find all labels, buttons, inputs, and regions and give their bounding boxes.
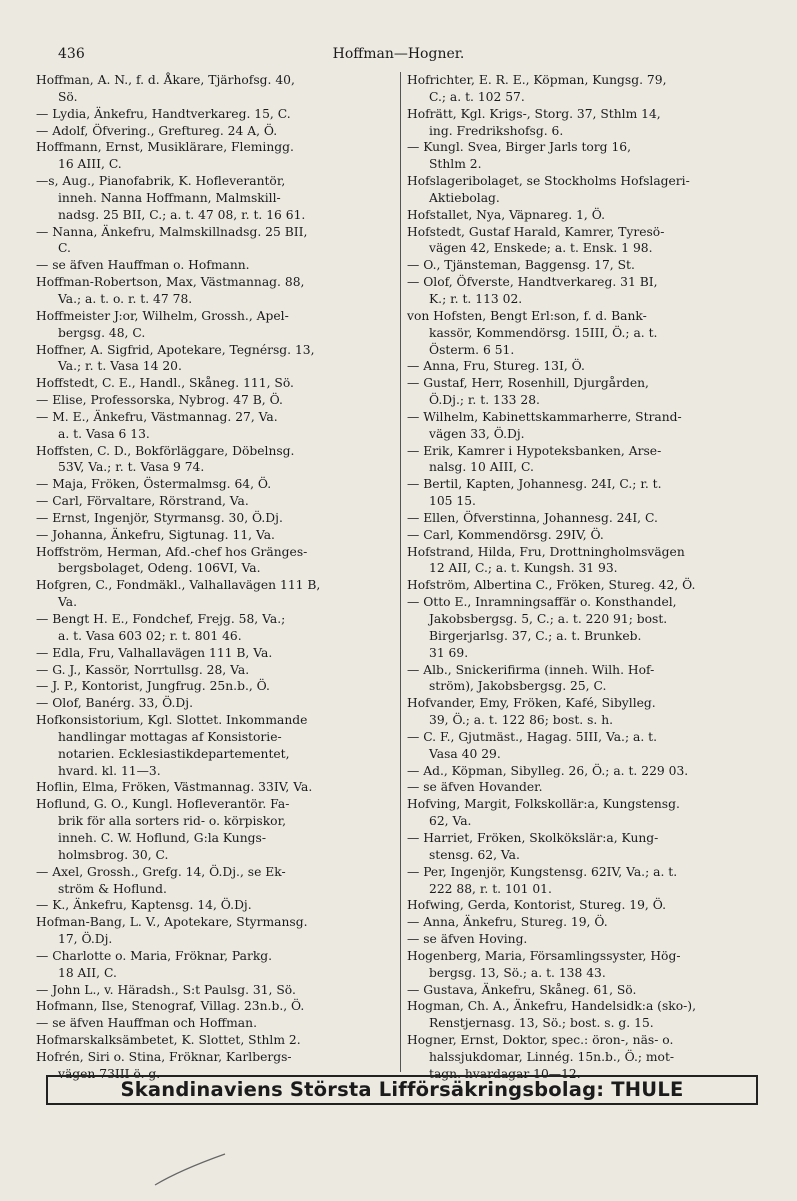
entry-line: Hofgren, C., Fondmäkl., Valhallavägen 111 B, — [36, 578, 321, 593]
entry-continuation-line: vägen 33, Ö.Dj. — [429, 426, 525, 441]
entry-line: — Bengt H. E., Fondchef, Frejg. 58, Va.; — [36, 612, 286, 626]
entry-line: — M. E., Änkefru, Västmannag. 27, Va. — [36, 409, 278, 424]
entry-line: — Ernst, Ingenjör, Styrmansg. 30, Ö.Dj. — [36, 510, 283, 525]
entry-continuation-line: kassör, Kommendörsg. 15III, Ö.; a. t. — [429, 325, 658, 340]
entry-line: — Adolf, Öfvering., Greftureg. 24 A, Ö. — [36, 123, 278, 138]
entry-line: Hoffman, A. N., f. d. Åkare, Tjärhofsg. 40, — [36, 73, 295, 87]
entry-line: — Charlotte o. Maria, Fröknar, Parkg. — [36, 948, 273, 963]
entry-continuation-line: inneh. Nanna Hoffmann, Malmskill- — [58, 190, 281, 205]
entry-line: von Hofsten, Bengt Erl:son, f. d. Bank- — [407, 308, 647, 323]
entry-continuation-line: inneh. C. W. Hoflund, G:la Kungs- — [58, 830, 266, 845]
entry-line: — K., Änkefru, Kaptensg. 14, Ö.Dj. — [36, 898, 252, 913]
entry-line: — G. J., Kassör, Norrtullsg. 28, Va. — [36, 662, 250, 677]
entry-line: Hoffström, Herman, Afd.-chef hos Gränges- — [36, 544, 308, 559]
entry-line: — Ellen, Öfverstinna, Johannesg. 24I, C. — [407, 510, 658, 525]
entry-continuation-line: bergsg. 13, Sö.; a. t. 138 43. — [429, 965, 606, 980]
entry-line: Hofving, Margit, Folkskollär:a, Kungstensg. — [407, 797, 680, 812]
pen-stroke-mark — [150, 1150, 230, 1190]
entry-line: Hofwing, Gerda, Kontorist, Stureg. 19, Ö. — [407, 898, 667, 913]
entry-line: Hofmarskalksämbetet, K. Slottet, Sthlm 2. — [36, 1033, 301, 1048]
entry-line: — Wilhelm, Kabinettskammarherre, Strand- — [407, 409, 682, 424]
entry-line: Hofrén, Siri o. Stina, Fröknar, Karlbergs- — [36, 1049, 292, 1064]
entry-continuation-line: brik för alla sorters rid- o. körpiskor, — [58, 814, 287, 829]
entry-continuation-line: ing. Fredrikshofsg. 6. — [429, 123, 564, 138]
entry-line: Hofrätt, Kgl. Krigs-, Storg. 37, Sthlm 14, — [407, 106, 661, 121]
entry-line: — Elise, Professorska, Nybrog. 47 B, Ö. — [36, 393, 283, 408]
entry-line: — se äfven Hauffman o. Hofmann. — [36, 258, 250, 273]
entry-continuation-line: Birgerjarlsg. 37, C.; a. t. Brunkeb. — [429, 628, 642, 643]
entry-continuation-line: a. t. Vasa 6 13. — [58, 426, 150, 441]
entry-continuation-line: Va. — [58, 595, 77, 610]
entry-line: Hogner, Ernst, Doktor, spec.: öron-, näs- o. — [407, 1033, 674, 1048]
entry-line: Hoffmann, Ernst, Musiklärare, Flemingg. — [36, 140, 294, 155]
entry-line: Hofstallet, Nya, Väpnareg. 1, Ö. — [407, 207, 605, 222]
entry-continuation-line: bergsbolaget, Odeng. 106VI, Va. — [58, 561, 261, 576]
entry-line: —s, Aug., Pianofabrik, K. Hofleverantör, — [36, 174, 286, 189]
entry-line: Hoffstedt, C. E., Handl., Skåneg. 111, Sö. — [36, 376, 294, 391]
entry-line: Hoffsten, C. D., Bokförläggare, Döbelnsg. — [36, 443, 295, 458]
entry-continuation-line: nadsg. 25 BII, C.; a. t. 47 08, r. t. 16 61. — [58, 207, 306, 222]
entry-line: Hofslageribolaget, se Stockholms Hofslageri- — [407, 174, 690, 189]
entry-continuation-line: 16 AIII, C. — [58, 157, 122, 172]
entry-continuation-line: ström), Jakobsbergsg. 25, C. — [429, 679, 607, 694]
entry-line: — Anna, Änkefru, Stureg. 19, Ö. — [407, 915, 608, 930]
entry-continuation-line: 18 AII, C. — [58, 965, 117, 980]
entry-continuation-line: 105 15. — [429, 494, 476, 509]
entry-continuation-line: halssjukdomar, Linnég. 15n.b., Ö.; mot- — [429, 1049, 675, 1064]
entry-line: — O., Tjänsteman, Baggensg. 17, St. — [407, 258, 635, 273]
entry-line: Hogenberg, Maria, Församlingssyster, Hög- — [407, 948, 681, 963]
entry-line: — Anna, Fru, Stureg. 13I, Ö. — [407, 359, 585, 374]
entry-continuation-line: 12 AII, C.; a. t. Kungsh. 31 93. — [429, 561, 618, 576]
entry-line: — C. F., Gjutmäst., Hagag. 5III, Va.; a. t. — [407, 729, 658, 744]
entry-continuation-line: Sö. — [58, 89, 78, 104]
entry-line: — se äfven Hovander. — [407, 780, 543, 795]
entry-line: — Alb., Snickerifirma (inneh. Wilh. Hof- — [407, 662, 655, 677]
entry-line: — Bertil, Kapten, Johannesg. 24I, C.; r. t. — [407, 477, 662, 492]
entry-continuation-line: Jakobsbergsg. 5, C.; a. t. 220 91; bost. — [429, 612, 668, 626]
entry-line: Hogman, Ch. A., Änkefru, Handelsidk:a (sko-), — [407, 999, 697, 1014]
entry-continuation-line: a. t. Vasa 603 02; r. t. 801 46. — [58, 628, 242, 643]
entry-line: — Otto E., Inramningsaffär o. Konsthandel, — [407, 595, 677, 610]
advertisement-banner: Skandinaviens Största Lifförsäkringsbolag: THULE — [46, 1075, 758, 1105]
running-head: Hoffman—Hogner. — [332, 46, 465, 62]
entry-line: Hofmann, Ilse, Stenograf, Villag. 23n.b., Ö. — [36, 999, 305, 1014]
entry-line: — se äfven Hoving. — [407, 932, 528, 947]
left-column — [36, 72, 401, 1081]
entry-continuation-line: notarien. Ecklesiastikdepartementet, — [58, 746, 290, 761]
entry-line: — J. P., Kontorist, Jungfrug. 25n.b., Ö. — [36, 679, 270, 694]
entry-continuation-line: Va.; a. t. o. r. t. 47 78. — [58, 291, 193, 306]
entry-continuation-line: hvard. kl. 11—3. — [58, 763, 161, 778]
entry-line: — Harriet, Fröken, Skolkökslär:a, Kung- — [407, 830, 659, 845]
entry-line: Hoffner, A. Sigfrid, Apotekare, Tegnérsg. 13, — [36, 342, 315, 357]
entry-line: Hoflin, Elma, Fröken, Västmannag. 33IV, Va. — [36, 780, 313, 795]
entry-continuation-line: C.; a. t. 102 57. — [429, 89, 525, 104]
entry-continuation-line: nalsg. 10 AIII, C. — [429, 460, 534, 475]
entry-continuation-line: vägen 73III ö. g. — [58, 1066, 161, 1081]
entry-line: — Maja, Fröken, Östermalmsg. 64, Ö. — [36, 477, 272, 492]
entry-continuation-line: Vasa 40 29. — [429, 746, 501, 761]
entry-line: — Lydia, Änkefru, Handtverkareg. 15, C. — [36, 106, 291, 121]
entry-continuation-line: Aktiebolag. — [429, 190, 500, 205]
entry-continuation-line: C. — [58, 241, 71, 256]
entry-continuation-line: 39, Ö.; a. t. 122 86; bost. s. h. — [429, 713, 614, 728]
entry-columns — [36, 72, 766, 1081]
entry-continuation-line: bergsg. 48, C. — [58, 325, 146, 340]
entry-line: — Erik, Kamrer i Hypoteksbanken, Arse- — [407, 443, 662, 458]
entry-continuation-line: 31 69. — [429, 645, 469, 660]
entry-line: — Johanna, Änkefru, Sigtunag. 11, Va. — [36, 527, 275, 542]
entry-continuation-line: vägen 42, Enskede; a. t. Ensk. 1 98. — [429, 241, 653, 256]
entry-line: Hoflund, G. O., Kungl. Hofleverantör. Fa- — [36, 797, 290, 812]
entry-line: — Per, Ingenjör, Kungstensg. 62IV, Va.; a. t. — [407, 864, 678, 879]
entry-line: — John L., v. Häradsh., S:t Paulsg. 31, Sö. — [36, 982, 296, 997]
entry-line: — Carl, Kommendörsg. 29IV, Ö. — [407, 527, 604, 542]
entry-continuation-line: Ö.Dj.; r. t. 133 28. — [429, 393, 540, 408]
entry-line: — se äfven Hauffman och Hoffman. — [36, 1016, 257, 1031]
entry-line: Hofström, Albertina C., Fröken, Stureg. 42, Ö. — [407, 578, 696, 593]
entry-continuation-line: 53V, Va.; r. t. Vasa 9 74. — [58, 460, 205, 475]
entry-continuation-line: Renstjernasg. 13, Sö.; bost. s. g. 15. — [429, 1016, 654, 1031]
entry-continuation-line: handlingar mottagas af Konsistorie- — [58, 729, 282, 744]
entry-line: Hofstrand, Hilda, Fru, Drottningholmsvägen — [407, 544, 685, 559]
entry-line: — Olof, Banérg. 33, Ö.Dj. — [36, 696, 194, 711]
page-number: 436 — [58, 46, 85, 62]
entry-line: — Edla, Fru, Valhallavägen 111 B, Va. — [36, 645, 273, 660]
entry-continuation-line: Österm. 6 51. — [429, 342, 515, 357]
entry-line: Hofstedt, Gustaf Harald, Kamrer, Tyresö- — [407, 224, 665, 239]
entry-continuation-line: 222 88, r. t. 101 01. — [429, 881, 552, 896]
entry-continuation-line: ström & Hoflund. — [58, 881, 167, 896]
entry-line: Hofman-Bang, L. V., Apotekare, Styrmansg. — [36, 915, 308, 930]
entry-continuation-line: 17, Ö.Dj. — [58, 932, 113, 947]
entry-continuation-line: 62, Va. — [429, 814, 472, 829]
entry-continuation-line: holmsbrog. 30, C. — [58, 847, 169, 862]
entry-line: — Olof, Öfverste, Handtverkareg. 31 BI, — [407, 275, 658, 290]
entry-line: — Gustaf, Herr, Rosenhill, Djurgården, — [407, 376, 649, 391]
entry-line: — Ad., Köpman, Sibylleg. 26, Ö.; a. t. 229 03. — [407, 763, 689, 778]
entry-line: — Gustava, Änkefru, Skåneg. 61, Sö. — [407, 982, 637, 997]
entry-continuation-line: tagn. hvardagar 10—12. — [429, 1066, 581, 1081]
entry-continuation-line: Sthlm 2. — [429, 157, 482, 172]
right-column — [401, 72, 766, 1081]
entry-line: Hoffman-Robertson, Max, Västmannag. 88, — [36, 275, 305, 290]
page-header — [36, 46, 761, 68]
entry-line: — Carl, Förvaltare, Rörstrand, Va. — [36, 494, 249, 509]
entry-line: — Kungl. Svea, Birger Jarls torg 16, — [407, 140, 632, 155]
entry-line: Hofrichter, E. R. E., Köpman, Kungsg. 79, — [407, 73, 667, 87]
entry-line: Hoffmeister J:or, Wilhelm, Grossh., Apel- — [36, 308, 289, 323]
entry-line: — Axel, Grossh., Grefg. 14, Ö.Dj., se Ek- — [36, 864, 286, 879]
entry-line: Hofvander, Emy, Fröken, Kafé, Sibylleg. — [407, 696, 656, 711]
entry-line: Hofkonsistorium, Kgl. Slottet. Inkommande — [36, 713, 308, 728]
entry-line: — Nanna, Änkefru, Malmskillnadsg. 25 BII, — [36, 224, 308, 239]
entry-continuation-line: Va.; r. t. Vasa 14 20. — [58, 359, 182, 374]
entry-continuation-line: K.; r. t. 113 02. — [429, 291, 523, 306]
entry-continuation-line: stensg. 62, Va. — [429, 847, 520, 862]
